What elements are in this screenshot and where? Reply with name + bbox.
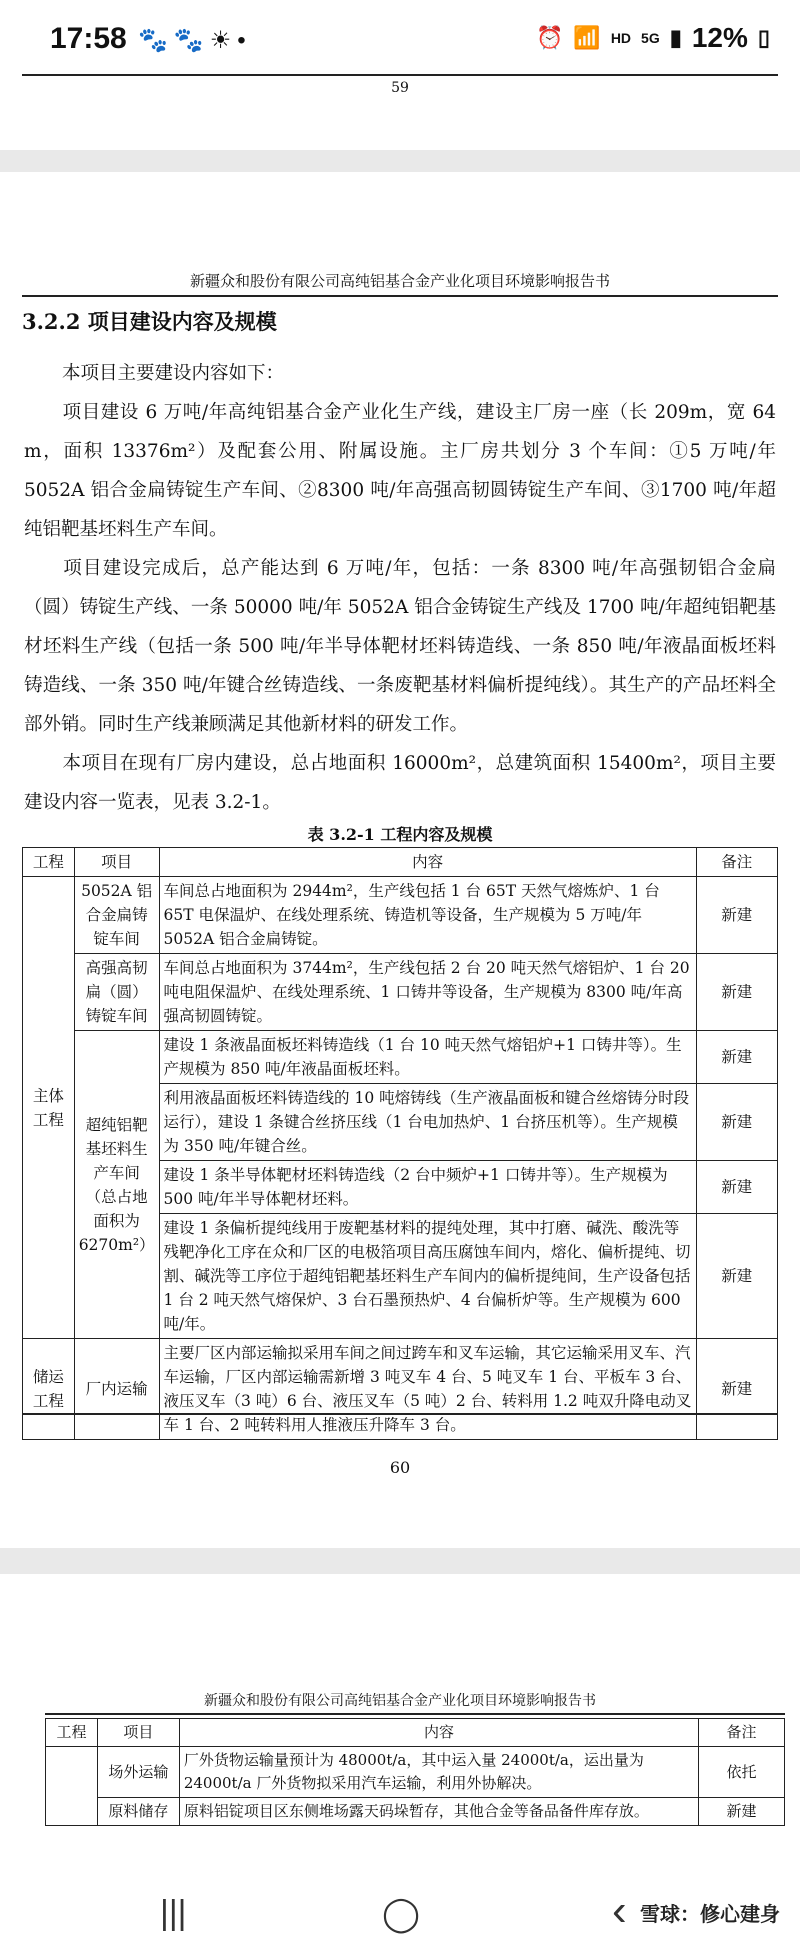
header-cell: 内容 — [179, 1719, 698, 1747]
recent-apps-button[interactable]: ||| — [160, 1894, 187, 1932]
page-number: 60 — [389, 1458, 411, 1477]
watermark-text: 雪球：修心建身 — [640, 1904, 780, 1926]
section-title: 3.2.2 项目建设内容及规模 — [22, 309, 277, 334]
content-cell: 车间总占地面积为 2944m²，生产线包括 1 台 65T 天然气熔炼炉、1 台 65T 电保温炉、在线处理系统、铸造机等设备，生产规模为 5 万吨/年 5052A 铝合金扁铸锭。 — [159, 877, 696, 954]
item-cell: 厂内运输 — [74, 1339, 159, 1440]
engineering-table-continued — [45, 1718, 785, 1826]
header-cell: 备注 — [699, 1719, 785, 1747]
dot-icon: • — [237, 27, 252, 54]
notification-icons — [138, 26, 252, 55]
table-header-row — [46, 1719, 785, 1747]
header-cell: 工程 — [46, 1719, 98, 1747]
header-cell: 工程 — [23, 848, 75, 877]
signal-icon: ▮ — [669, 25, 682, 50]
page-bottom-rule — [22, 1413, 778, 1415]
note-cell: 新建 — [699, 1798, 785, 1826]
table-caption: 表 3.2-1 工程内容及规模 — [307, 825, 493, 844]
table-header-row — [23, 848, 778, 877]
paragraph-capacity: 项目建设完成后，总产能达到 6 万吨/年，包括：一条 8300 吨/年高强韧铝合金扁（圆）铸锭生产线、一条 50000 吨/年 5052A 铝合金铸锭生产线及 1700 吨/年超纯铝靶基材坯料生产线（包括一条 500 吨/年半导体靶材坯料铸造线、一条 850 吨/年液晶面板坯料铸造线、一条 350 吨/年键合丝铸造线、一条废靶基材料偏析提纯线）。其生产的产品坯料全部外销。同时生产线兼顾满足其他新材料的研发工作。 — [24, 558, 776, 735]
content-cell: 建设 1 条半导体靶材坯料铸造线（2 台中频炉+1 口铸井等）。生产规模为 500 吨/年半导体靶材坯料。 — [159, 1161, 696, 1214]
page-gap — [0, 1548, 800, 1574]
note-cell: 新建 — [696, 1161, 777, 1214]
alarm-icon: ⏰ — [536, 25, 564, 50]
item-cell: 5052A 铝合金扁铸锭车间 — [74, 877, 159, 954]
table-row — [23, 1339, 778, 1440]
page-gap — [0, 150, 800, 172]
network-type: HD — [610, 30, 632, 46]
prev-page-number: 59 — [391, 80, 409, 96]
item-cell: 高强高韧扁（圆）铸锭车间 — [74, 954, 159, 1031]
item-cell: 场外运输 — [97, 1747, 179, 1798]
group-cell — [46, 1747, 98, 1826]
sun-icon: ☀ — [209, 27, 238, 54]
table-row — [23, 1031, 778, 1084]
paragraph-intro: 本项目主要建设内容如下： — [62, 363, 285, 384]
wifi-icon: 📶 — [573, 25, 601, 50]
note-cell: 新建 — [696, 1031, 777, 1084]
note-cell: 新建 — [696, 1339, 777, 1440]
group-cell: 主体工程 — [23, 877, 75, 1339]
header-cell: 项目 — [97, 1719, 179, 1747]
content-cell: 主要厂区内部运输拟采用车间之间过跨车和叉车运输，其它运输采用叉车、汽车运输，厂区内部运输需新增 3 吨叉车 4 台、5 吨叉车 1 台、平板车 3 台、液压叉车（3 吨）6 台、液压叉车（5 吨）2 台、转料用 1.2 吨双升降电动叉车 1 台、2 吨转料用人推液压升降车 3 台。 — [159, 1339, 696, 1440]
paw-icon: 🐾 — [173, 27, 210, 54]
doc-header-next: 新疆众和股份有限公司高纯铝基合金产业化项目环境影响报告书 — [204, 1693, 596, 1709]
note-cell: 新建 — [696, 877, 777, 954]
note-cell: 新建 — [696, 954, 777, 1031]
item-cell: 原料储存 — [97, 1798, 179, 1826]
header-rule — [22, 295, 778, 297]
content-cell: 原料铝锭项目区东侧堆场露天码垛暂存，其他合金等备品备件库存放。 — [179, 1798, 698, 1826]
table-row — [23, 954, 778, 1031]
status-time: 17:58 — [50, 22, 127, 55]
group-cell: 储运工程 — [23, 1339, 75, 1440]
note-cell: 新建 — [696, 1084, 777, 1161]
header-cell: 内容 — [159, 848, 696, 877]
system-indicators — [536, 22, 770, 54]
content-cell: 建设 1 条偏析提纯线用于废靶基材料的提纯处理，其中打磨、碱洗、酸洗等残靶净化工序在众和厂区的电极箔项目高压腐蚀车间内，熔化、偏析提纯、切割、碱洗等工序位于超纯铝靶基坯料生产车间内的偏析提纯间，生产设备包括 1 台 2 吨天然气熔保炉、3 台石墨预热炉、4 台偏析炉等。生产规模为 600 吨/年。 — [159, 1214, 696, 1339]
content-cell: 厂外货物运输量预计为 48000t/a，其中运入量 24000t/a，运出量为 24000t/a 厂外货物拟采用汽车运输，利用外协解决。 — [179, 1747, 698, 1798]
header-cell: 项目 — [74, 848, 159, 877]
table-row — [46, 1747, 785, 1798]
paragraph-site: 本项目在现有厂房内建设，总占地面积 16000m²，总建筑面积 15400m²，项目主要建设内容一览表，见表 3.2-1。 — [24, 753, 776, 813]
engineering-table — [22, 847, 778, 1440]
note-cell: 新建 — [696, 1214, 777, 1339]
header-rule-next — [45, 1713, 785, 1715]
battery-icon: ▯ — [757, 25, 770, 50]
header-cell: 备注 — [696, 848, 777, 877]
note-cell: 依托 — [699, 1747, 785, 1798]
paragraph-scope: 项目建设 6 万吨/年高纯铝基合金产业化生产线，建设主厂房一座（长 209m，宽 64 m，面积 13376m²）及配套公用、附属设施。主厂房共划分 3 个车间：①5 万吨/年 5052A 铝合金扁铸锭生产车间、②8300 吨/年高强高韧圆铸锭生产车间、③1700 吨/年超纯铝靶基坯料生产车间。 — [24, 402, 776, 540]
battery-level: 12% — [691, 22, 748, 53]
content-cell: 利用液晶面板坯料铸造线的 10 吨熔铸线（生产液晶面板和键合丝熔铸分时段运行），建设 1 条键合丝挤压线（1 台电加热炉、1 台挤压机等）。生产规模为 350 吨/年键合丝。 — [159, 1084, 696, 1161]
item-cell: 超纯铝靶基坯料生产车间（总占地面积为 6270m²） — [74, 1031, 159, 1339]
table-row — [23, 877, 778, 954]
top-rule — [22, 74, 778, 76]
back-button[interactable]: ‹ — [612, 1886, 627, 1935]
status-bar — [0, 0, 800, 78]
table-row — [46, 1798, 785, 1826]
home-button[interactable]: ◯ — [382, 1895, 421, 1933]
content-cell: 建设 1 条液晶面板坯料铸造线（1 台 10 吨天然气熔铝炉+1 口铸井等）。生产规模为 850 吨/年液晶面板坯料。 — [159, 1031, 696, 1084]
content-cell: 车间总占地面积为 3744m²，生产线包括 2 台 20 吨天然气熔铝炉、1 台 20 吨电阻保温炉、在线处理系统、1 口铸井等设备，生产规模为 8300 吨/年高强高韧圆铸锭。 — [159, 954, 696, 1031]
signal-label: 5G — [641, 30, 660, 46]
paw-icon: 🐾 — [138, 27, 174, 54]
doc-header: 新疆众和股份有限公司高纯铝基合金产业化项目环境影响报告书 — [189, 272, 610, 290]
